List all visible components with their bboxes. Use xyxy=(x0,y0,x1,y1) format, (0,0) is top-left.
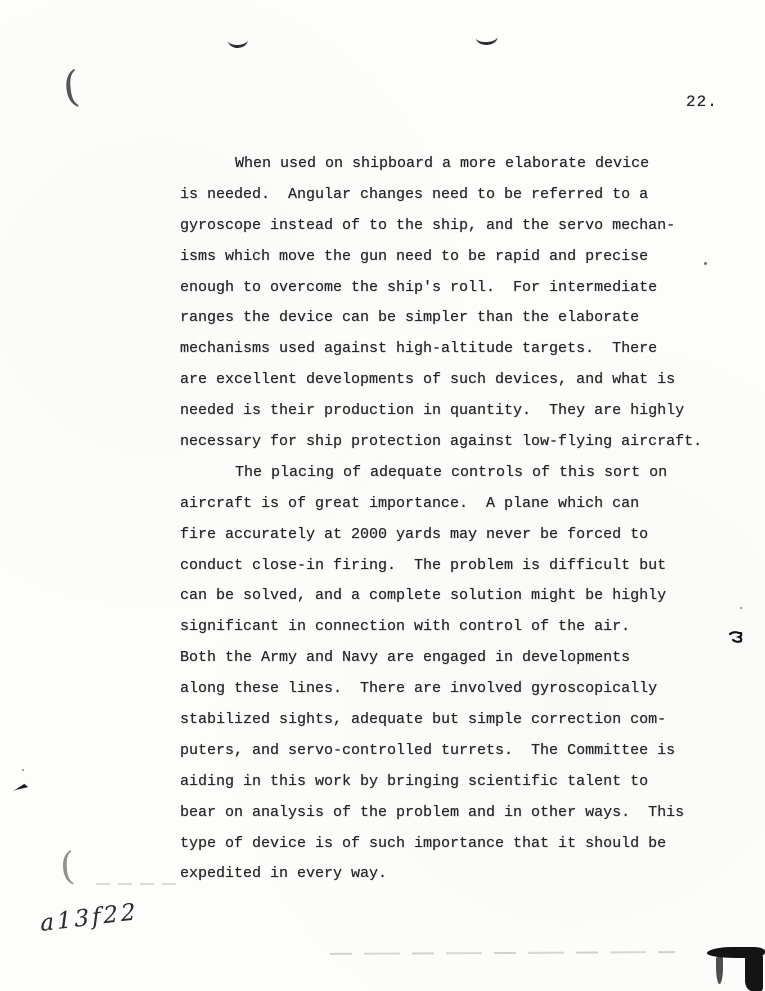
arrowhead-smudge-icon xyxy=(13,779,30,792)
text-line: enough to overcome the ship's roll. For intermediate xyxy=(180,278,658,296)
ink-blotch xyxy=(716,956,723,984)
scan-smudge-icon xyxy=(228,37,248,48)
scan-smudge-icon xyxy=(476,34,499,46)
text-line: necessary for ship protection against low-flying aircraft. xyxy=(180,433,703,451)
text-line: The placing of adequate controls of this sort on xyxy=(235,463,668,481)
text-line: bear on analysis of the problem and in other ways. This xyxy=(180,803,685,821)
text-line: When used on shipboard a more elaborate device xyxy=(235,155,650,172)
squiggle-mark-icon xyxy=(727,628,745,651)
text-line: significant in connection with control of the air. xyxy=(180,618,631,636)
dust-speck xyxy=(22,769,24,771)
body-text xyxy=(180,150,725,891)
pencil-parenthesis-mark: ( xyxy=(60,61,82,112)
text-line: ranges the device can be simpler than the elaborate xyxy=(180,309,640,327)
text-line: gyroscope instead of to the ship, and the servo mechan- xyxy=(180,216,676,234)
text-line: isms which move the gun need to be rapid and precise xyxy=(180,247,649,265)
scan-scratch-line xyxy=(96,883,184,885)
text-line: is needed. Angular changes need to be referred to a xyxy=(180,185,649,203)
ink-blotch xyxy=(745,950,763,991)
text-line: aiding in this work by bringing scientific talent to xyxy=(180,772,649,790)
text-line: mechanisms used against high-altitude targets. There xyxy=(180,340,658,358)
text-line: can be solved, and a complete solution might be highly xyxy=(180,587,667,605)
dust-speck xyxy=(704,262,707,265)
pencil-parenthesis-mark: ( xyxy=(58,843,77,889)
text-line: conduct close-in firing. The problem is difficult but xyxy=(180,556,667,574)
text-line: Both the Army and Navy are engaged in developments xyxy=(180,649,631,667)
text-line: expedited in every way. xyxy=(180,865,388,883)
page-number: 22. xyxy=(686,93,718,111)
scan-scratch-line xyxy=(330,951,675,955)
text-line: puters, and servo-controlled turrets. The Committee is xyxy=(180,741,676,759)
text-line: stabilized sights, adequate but simple correction com- xyxy=(180,711,667,729)
dust-speck xyxy=(740,607,742,609)
text-line: along these lines. There are involved gyroscopically xyxy=(180,680,658,698)
text-line: fire accurately at 2000 yards may never be forced to xyxy=(180,525,649,543)
text-line: needed is their production in quantity. They are highly xyxy=(180,402,685,420)
text-line: aircraft is of great importance. A plane which can xyxy=(180,494,640,512)
text-line: are excellent developments of such devices, and what is xyxy=(180,371,676,389)
handwritten-annotation: a13f22 xyxy=(39,898,140,938)
text-line: type of device is of such importance that it should be xyxy=(180,834,667,852)
